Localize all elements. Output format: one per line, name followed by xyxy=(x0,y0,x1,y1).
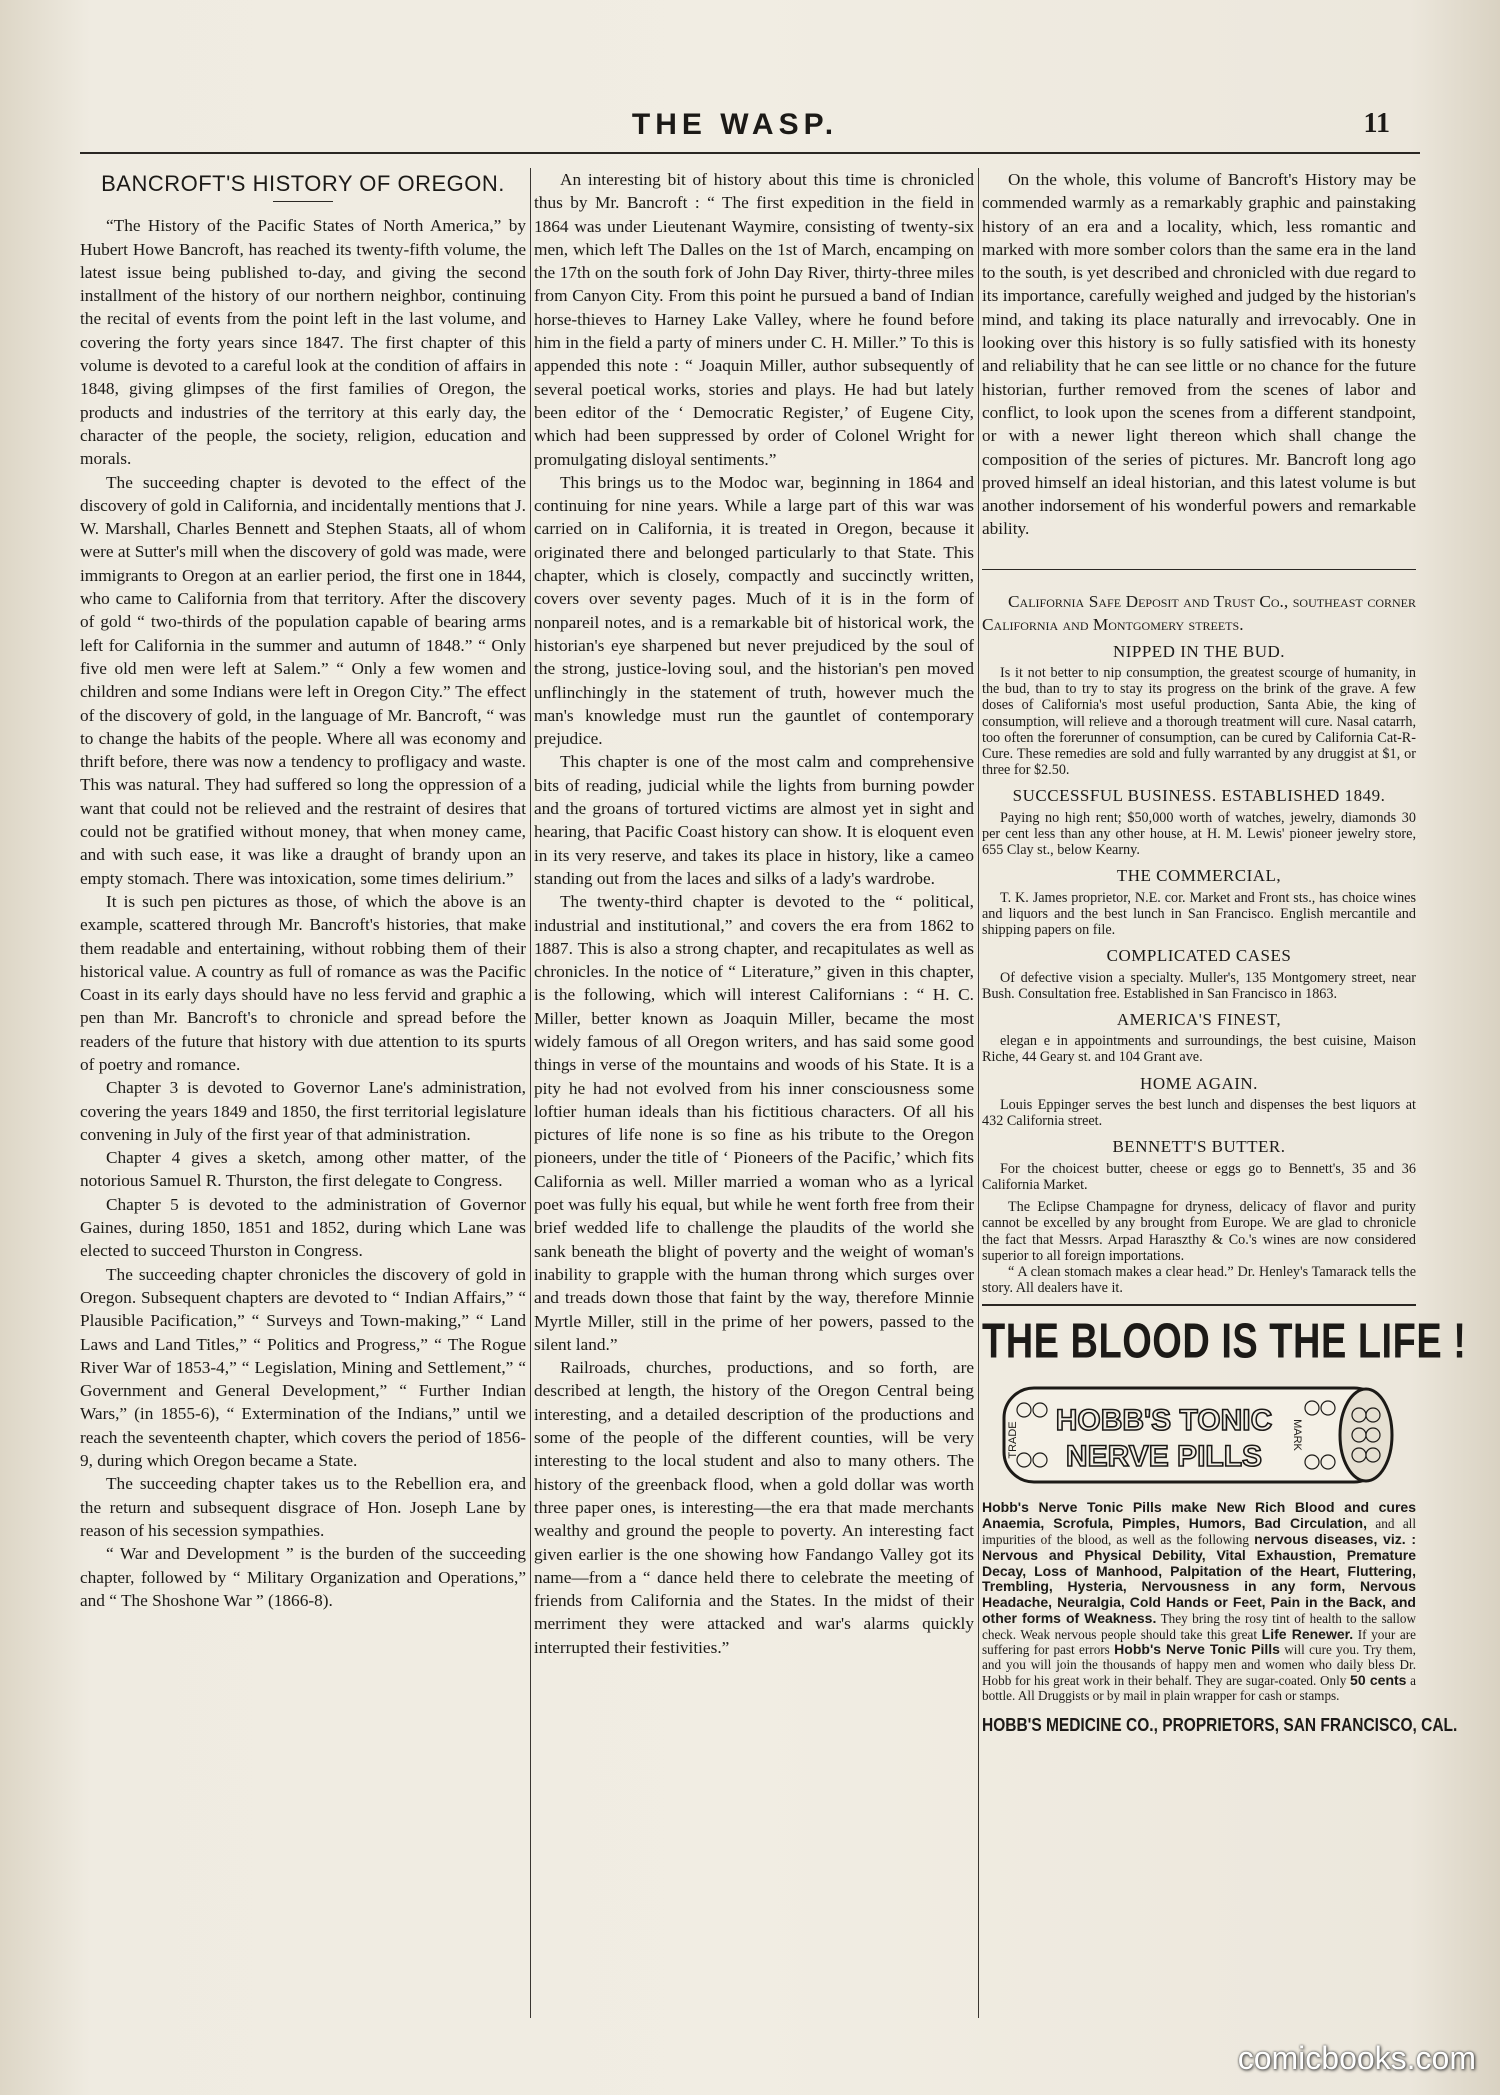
ad-body xyxy=(982,1500,1416,1703)
masthead xyxy=(80,108,1390,148)
notices-section xyxy=(982,590,1416,1297)
article-paragraph: This brings us to the Modoc war, beginning in 1864 and continuing for nine years. While a large part of this war was carried on in California, it is treated in Oregon, because it originated there and belonged particularly to that State. This chapter, which is closely, compactly and succinctly written, covers over seventy pages. Much of it is in the form of nonpareil notes, and is a remarkable bit of historical work, the historian's eye sharpened but never prejudiced by the soul of the strong, justice-loving soul, and the historian's pen moved unflinchingly in the statement of truth, however much the man's knowledge must run the gauntlet of contemporary prejudice. xyxy=(534,472,974,749)
ad-body-emph: Life Renewer. xyxy=(1261,1625,1354,1642)
header-rule xyxy=(80,152,1420,154)
article-paragraph: Chapter 3 is devoted to Governor Lane's administration, covering the years 1849 and 1850, the first territorial legislature convening in July of the first year of that administration. xyxy=(80,1078,526,1144)
notice-body: Of defective vision a specialty. Muller's, 135 Montgomery street, near Bush. Consultation free. Established in San Francisco in 1863. xyxy=(982,969,1416,1002)
ad-body-lead: Hobb's Nerve Tonic Pills make New Rich Blood and cures Anaemia, Scrofula, Pimples, Humors, Bad Circulation, xyxy=(982,1499,1416,1532)
ad-body-emph: Hobb's Nerve Tonic Pills xyxy=(1114,1641,1280,1658)
column-divider xyxy=(978,168,979,2018)
eclipse-notice: The Eclipse Champagne for dryness, delicacy of flavor and purity cannot be excelled by any brought from Europe. We are glad to chronicle the fact that Messrs. Arpad Haraszthy & Co.'s wines are now considered superior to all foreign importations. xyxy=(982,1199,1416,1264)
hobbs-advertisement xyxy=(982,1304,1467,1836)
ad-headline: THE BLOOD IS THE LIFE ! xyxy=(982,1315,1467,1370)
ad-price: 50 cents xyxy=(1350,1672,1407,1689)
article-paragraph: On the whole, this volume of Bancroft's History may be commended warmly as a remarkably graphic and painstaking history of an era and a locality, which, less romantic and marked with more somber colors than the same era in the land to the south, is yet described and chronicled with due regard to its importance, carefully weighed and judged by the historian's mind, and taking its place naturally and irrevocably. One in looking over this history is so fully satisfied with its honesty and reliability that he can see little or no chance for the future historian, further removed from the scenes of labor and conflict, to look upon the scenes from a different standpoint, or with a newer light thereon which shall change the composition of the series of pictures. Mr. Bancroft long ago proved himself an ideal historian, and this latest volume is but another indorsement of his wonderful powers and remarkable ability. xyxy=(982,170,1416,539)
notice-heading: THE COMMERCIAL, xyxy=(1116,866,1282,886)
bottle-label-top: HOBB'S TONIC xyxy=(1055,1404,1273,1438)
article-paragraph: Chapter 5 is devoted to the administration of Governor Gaines, during 1850, 1851 and 1852, during which Lane was elected to succeed Thurston in Congress. xyxy=(80,1194,526,1261)
article-paragraph: Railroads, churches, productions, and so forth, are described at length, the history of the Oregon Central being interesting, and a detailed description of the productions and some of the people of the different counties, will be very interesting to the local student and also to many others. The history of the greenback flood, when a gold dollar was worth three paper ones, is interesting—the era that made merchants wealthy and ground the people to poverty. An interesting fact given earlier is the one showing how Fandango Valley got its name—from a “ dance held there to celebrate the meeting of friends from California and the States. In the midst of their merriment they were attacked and war's alarms quickly interrupted their festivities.” xyxy=(534,1358,974,1657)
bottle-label-bottom: NERVE PILLS xyxy=(1065,1440,1263,1474)
article-paragraph: It is such pen pictures as those, of which the above is an example, scattered through Mr. Bancroft's histories, that make them readable and entertaining, without robbing them of their historical value. A country as full of romance as was the Pacific Coast in its early days should have no less fervid and graphic a pen than Mr. Bancroft's to chronicle and spread before the readers of the future that history with due attention to its spurts of poetry and romance. xyxy=(80,891,526,1074)
ad-body-text: a bottle. All Druggists or by mail in plain wrapper for cash or stamps. xyxy=(982,1673,1417,1703)
article-column-2 xyxy=(534,168,974,1659)
section-rule xyxy=(982,569,1416,570)
article-title: BANCROFT'S HISTORY OF OREGON. xyxy=(101,171,505,196)
notice-heading: NIPPED IN THE BUD. xyxy=(1112,641,1286,661)
article-column-3 xyxy=(982,168,1467,1836)
ad-footer: HOBB'S MEDICINE CO., PROPRIETORS, SAN FRANCISCO, CAL. xyxy=(982,1714,1458,1736)
notice-heading: BENNETT'S BUTTER. xyxy=(1112,1137,1286,1157)
article-paragraph: The succeeding chapter takes us to the Rebellion era, and the return and subsequent disgrace of Hon. Joseph Lane by reason of his secession sympathies. xyxy=(80,1474,526,1540)
article-column-1 xyxy=(80,168,526,1612)
article-paragraph: “The History of the Pacific States of North America,” by Hubert Howe Bancroft, has reached its twenty-fifth volume, the latest issue being published to-day, and giving the second installment of the history of our northern neighbor, continuing the recital of events from the point left in the last volume, and covering the forty years since 1847. The first chapter of this volume is devoted to a careful look at the condition of affairs in 1848, giving glimpses of the first families of Oregon, the products and industries of the territory at this early day, the character of the people, the society, religion, education and morals. xyxy=(80,216,526,469)
article-paragraph: An interesting bit of history about this time is chronicled thus by Mr. Bancroft : “ The first expedition in the field in 1864 was under Lieutenant Waymire, consisting of twenty-six men, which left The Dalles on the 1st of March, encamping on the 17th on the south fork of John Day River, thirty-three miles from Canyon City. From this point he pursued a band of Indian horse-thieves to Harney Lake Valley, where he found before him in the field a party of miners under C. H. Miller.” To this is appended this note : “ Joaquin Miller, author subsequently of several poetical works, stories and plays. He had but lately been editor of the ‘ Democratic Register,’ of Eugene City, which had been suppressed by order of Colonel Wright for promulgating disloyal sentiments.” xyxy=(534,170,974,469)
henley-notice: “ A clean stomach makes a clear head.” Dr. Henley's Tamarack tells the story. All dealers have it. xyxy=(982,1263,1416,1297)
notice-body: Is it not better to nip consumption, the greatest scourge of humanity, in the bud, than to try to stay its progress on the brink of the grave. A few doses of California's most useful production, Santa Abie, the king of consumption, will relieve and a thorough treatment will cure. Nasal catarrh, too often the forerunner of consumption, can be cured by California Cat-R-Cure. These remedies are sold and fully warranted by any druggist at $1, or three for $2.50. xyxy=(982,665,1416,779)
masthead-title: THE WASP. xyxy=(631,108,839,141)
ad-body-text: and all impurities of the blood, as well as the following xyxy=(982,1516,1417,1547)
watermark: comicbooks.com xyxy=(1237,2040,1476,2076)
article-paragraph: Chapter 4 gives a sketch, among other matter, of the notorious Samuel R. Thurston, the first delegate to Congress. xyxy=(80,1148,526,1191)
notice-body: Louis Eppinger serves the best lunch and dispenses the best liquors at 432 California street. xyxy=(982,1096,1416,1130)
article-paragraph: The twenty-third chapter is devoted to the “ political, industrial and institutional,” and covers the era from 1862 to 1887. This is also a strong chapter, and recapitulates as well as chronicles. In the notice of “ Literature,” given in this chapter, is the following, which will interest Californians : “ H. C. Miller, better known as Joaquin Miller, became the most widely famous of all Oregon writers, and has said some good things in verse of the mountains and woods of his State. It is a pity he had not evolved from his inner consciousness some loftier human ideals than his fictitious characters. Of all his pictures of life none is so fine as his tribute to the Oregon pioneers, under the title of ‘ Pioneers of the Pacific,’ which fits California as well. Miller married a woman who as a lyrical poet was fully his equal, but while he went forth free from their brief wedded life to challenge the plaudits of the world she sank beneath the blight of poverty and the weight of woman's inability to grapple with the human throng which surges over and treads down those that faint by the way, therefore Minnie Myrtle Miller, still in the prime of her powers, passed to the silent land.” xyxy=(534,892,974,1354)
ad-body-text: If your are suffering for past errors xyxy=(982,1626,1417,1658)
trade-label: TRADE xyxy=(1007,1421,1019,1459)
notice-heading: HOME AGAIN. xyxy=(1140,1073,1258,1093)
ad-body-text: will cure you. Try them, and you will join the thousands of happy men and women who daily bless Dr. Hobb for his great work in their behalf. They are sugar-coated. Only xyxy=(982,1642,1416,1689)
ad-body-text: They bring the rosy tint of health to the sallow check. Weak nervous people should take this great xyxy=(982,1610,1416,1642)
page-number: 11 xyxy=(1363,108,1390,139)
notice-heading: SUCCESSFUL BUSINESS. ESTABLISHED 1849. xyxy=(1012,786,1386,806)
pill-bottle-illustration xyxy=(994,1380,1404,1490)
notice-body: Paying no high rent; $50,000 worth of watches, jewelry, diamonds 30 per cent less than any other house, at H. M. Lewis' pioneer jewelry store, 655 Clay st., below Kearny. xyxy=(982,809,1416,859)
notice-body: T. K. James proprietor, N.E. cor. Market and Front sts., has choice wines and liquors and the best lunch in San Francisco. English mercantile and shipping papers on file. xyxy=(982,889,1416,939)
notice-lead: California Safe Deposit and Trust Co., southeast corner California and Montgomery streets. xyxy=(982,591,1416,634)
notice-body: elegan e in appointments and surroundings, the best cuisine, Maison Riche, 44 Geary st. and 104 Grant ave. xyxy=(982,1033,1416,1066)
ad-body-list: nervous diseases, viz. : Nervous and Physical Debility, Vital Exhaustion, Premature Decay, Loss of Manhood, Palpitation of the Heart, Fluttering, Trembling, Hysteria, Nervousness in any form, Nervous Headache, Neuralgia, Cold Hands or Feet, Pain in the Back, and other forms of Weakness. xyxy=(982,1530,1416,1626)
notice-heading: COMPLICATED CASES xyxy=(1106,946,1292,966)
notice-body: For the choicest butter, cheese or eggs go to Bennett's, 35 and 36 California Market. xyxy=(982,1160,1416,1193)
notice-heading: AMERICA'S FINEST, xyxy=(1116,1009,1282,1029)
article-paragraph: The succeeding chapter chronicles the discovery of gold in Oregon. Subsequent chapters are devoted to “ Indian Affairs,” “ Plausible Pacification,” “ Surveys and Town-making,” “ Land Laws and Land Titles,” “ Politics and Progress,” “ The Rogue River War of 1853-4,” “ Legislation, Mining and Settlement,” “ Government and General Development,” “ Further Indian Wars,” (in 1855-6), “ Extermination of the Indians,” until we reach the seventeenth chapter, which covers the period of 1856-9, during which Oregon became a State. xyxy=(80,1264,526,1471)
article-paragraph: The succeeding chapter is devoted to the effect of the discovery of gold in California, and incidentally mentions that J. W. Marshall, Charles Bennett and Stephen Staats, all of whom were at Sutter's mill when the discovery of gold was made, were immigrants to Oregon at an earlier period, the first one in 1844, who came to California from that territory. After the discovery of gold “ two-thirds of the population capable of bearing arms left for California in the summer and autumn of 1848.” “ Only five old men were left at Salem.” “ Only a few women and children and some Indians were left in Oregon City.” The effect of the discovery of gold, in the language of Mr. Bancroft, “ was to change the habits of the people. Where all was economy and thrift before, there was now a tendency to profligacy and waste. This was natural. They had suffered so long the oppression of a want that could not be relieved and the restraint of desires that could not be gratified without money, that when money came, and with such ease, it was like a draught of brandy upon an empty stomach. There was intoxication, some times delirium.” xyxy=(80,472,526,888)
column-divider xyxy=(530,168,531,2018)
title-rule xyxy=(273,201,333,202)
article-paragraph: “ War and Development ” is the burden of the succeeding chapter, followed by “ Military Organization and Operations,” and “ The Shoshone War ” (1866-8). xyxy=(80,1544,526,1610)
mark-label: MARK xyxy=(1291,1419,1303,1452)
article-paragraph: This chapter is one of the most calm and comprehensive bits of reading, judicial while the lights from burning powder and the groans of tortured victims are almost yet in sight and hearing, that Pacific Coast history can show. It is eloquent even in its very reserve, and takes its place in history, like a cameo standing out from the laces and silks of a lady's wardrobe. xyxy=(534,752,974,888)
